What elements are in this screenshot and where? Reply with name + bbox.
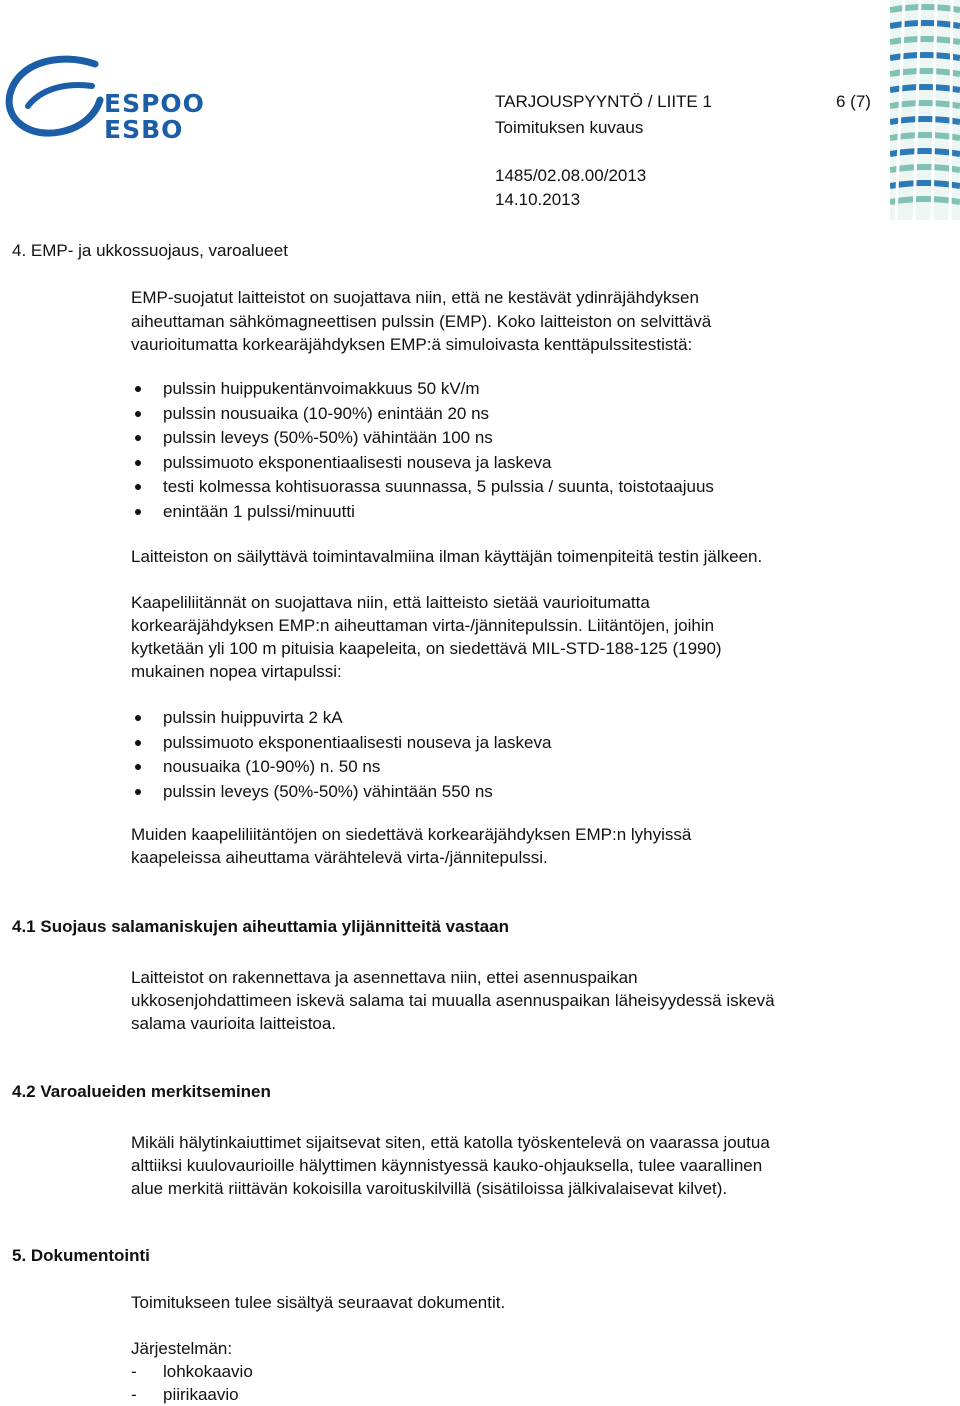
section-4-paragraph-4-line-2: kaapeleissa aiheuttama värähtelevä virta-/jännitepulssi. [131,848,548,867]
section-4-paragraph-3-line-2: korkearäjähdyksen EMP:n aiheuttaman virta-/jännitepulssin. Liitäntöjen, joihin [131,616,715,635]
list-item-label: lohkokaavio [163,1362,253,1381]
espoo-logo-swirl-icon [0,54,110,144]
list-item: pulssimuoto eksponentiaalisesti nouseva ja laskeva [133,731,551,756]
page-number: 6 (7) [836,92,871,111]
list-item: - piirikaavio [131,1385,239,1404]
list-item: pulssin leveys (50%-50%) vähintään 100 ns [133,426,714,451]
section-4-2-heading: 4.2 Varoalueiden merkitseminen [12,1082,271,1101]
list-item: testi kolmessa kohtisuorassa suunnassa, 5 pulssia / suunta, toistotaajuus [133,475,714,500]
document-date: 14.10.2013 [495,190,581,209]
logo-line1: ESPOO [104,89,205,118]
section-4-2-line-3: alue merkitä riittävän kokoisilla varoituskilvillä (sisätiloissa jälkivalaisevat kilvet). [131,1179,728,1198]
section-4-paragraph-1-line-1: EMP-suojatut laitteistot on suojattava niin, että ne kestävät ydinräjähdyksen [131,288,699,307]
section-4-paragraph-3-line-3: kytketään yli 100 m pituisia kaapeleita, on siedettävä MIL-STD-188-125 (1990) [131,639,722,658]
section-4-1-line-2: ukkosenjohdattimeen iskevä salama tai muualla asennuspaikan läheisyydessä iskevä [131,991,775,1010]
document-title: TARJOUSPYYNTÖ / LIITE 1 [495,92,712,111]
document-reference: 1485/02.08.00/2013 [495,166,647,185]
section-4-paragraph-3-line-1: Kaapeliliitännät on suojattava niin, että laitteisto sietää vaurioitumatta [131,593,650,612]
section-4-paragraph-1-line-2: aiheuttaman sähkömagneettisen pulssin (EMP). Koko laitteiston on selvittävä [131,312,712,331]
espoo-logo [0,54,205,144]
section-4-1-line-1: Laitteistot on rakennettava ja asennettava niin, ettei asennuspaikan [131,968,638,987]
section-5-heading: 5. Dokumentointi [12,1246,150,1265]
list-item: pulssin huippukentänvoimakkuus 50 kV/m [133,377,714,402]
emp-field-test-list [133,377,714,525]
documents-list [131,1360,253,1406]
list-item: pulssin leveys (50%-50%) vähintään 550 ns [133,780,551,805]
document-subtitle: Toimituksen kuvaus [495,118,644,137]
section-5-subheading: Järjestelmän: [131,1339,233,1358]
section-4-1-line-3: salama vaurioita laitteistoa. [131,1014,337,1033]
section-4-paragraph-4-line-1: Muiden kaapeliliitäntöjen on siedettävä korkearäjähdyksen EMP:n lyhyissä [131,825,692,844]
section-4-1-heading: 4.1 Suojaus salamaniskujen aiheuttamia ylijännitteitä vastaan [12,917,509,936]
section-4-heading: 4. EMP- ja ukkossuojaus, varoalueet [12,241,288,260]
section-5-paragraph: Toimitukseen tulee sisältyä seuraavat dokumentit. [131,1293,506,1312]
list-item: - lohkokaavio [131,1362,253,1381]
section-4-2-line-2: alttiiksi kuulovaurioille hälyttimen käynnistyessä kauko-ohjauksella, tulee vaarallinen [131,1156,763,1175]
cable-pulse-list [133,706,551,804]
decorative-stripes [890,0,960,220]
list-item: nousuaika (10-90%) n. 50 ns [133,755,551,780]
section-4-paragraph-2: Laitteiston on säilyttävä toimintavalmiina ilman käyttäjän toimenpiteitä testin jälkeen. [131,547,763,566]
logo-line2: ESBO [104,115,184,144]
section-4-2-line-1: Mikäli hälytinkaiuttimet sijaitsevat siten, että katolla työskentelevä on vaarassa joutua [131,1133,770,1152]
list-item: enintään 1 pulssi/minuutti [133,500,714,525]
list-item-label: piirikaavio [163,1385,239,1404]
list-item: pulssimuoto eksponentiaalisesti nouseva ja laskeva [133,451,714,476]
list-item: pulssin huippuvirta 2 kA [133,706,551,731]
section-4-paragraph-1-line-3: vaurioitumatta korkearäjähdyksen EMP:ä simuloivasta kenttäpulssitestistä: [131,335,693,354]
list-item: pulssin nousuaika (10-90%) enintään 20 ns [133,402,714,427]
section-4-paragraph-3-line-4: mukainen nopea virtapulssi: [131,662,342,681]
